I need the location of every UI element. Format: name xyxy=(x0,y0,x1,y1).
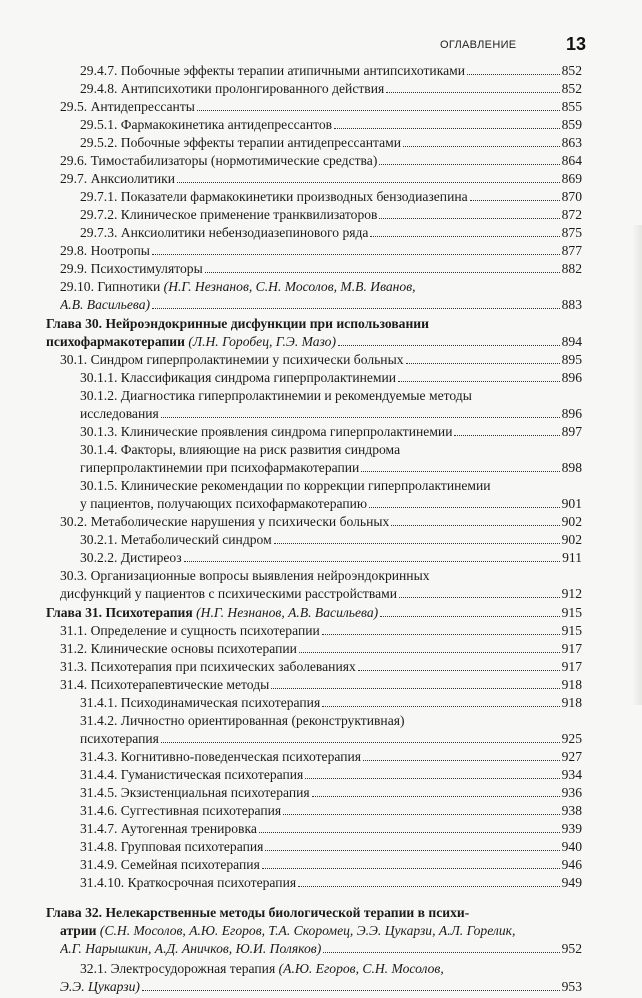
toc-entry-line1: 30.1.2. Диагностика гиперпролактинемии и рекомендуемые методы xyxy=(80,388,472,403)
toc-entry-page: 917 xyxy=(561,641,582,656)
toc-entry[interactable] xyxy=(60,243,582,259)
dot-leader xyxy=(403,145,560,147)
dot-leader xyxy=(152,253,560,255)
toc-entry-authors: (Л.Н. Горобец, Г.Э. Мазо) xyxy=(188,334,336,349)
toc-entry[interactable] xyxy=(60,261,582,277)
toc-entry[interactable] xyxy=(80,875,582,891)
toc-entry-title: 32.1. Электросудорожная терапия xyxy=(80,961,276,976)
toc-entry-authors: (А.Ю. Егоров, С.Н. Мосолов, xyxy=(278,961,444,976)
toc-entry-title: исследования xyxy=(80,406,159,421)
dot-leader xyxy=(305,777,559,779)
dot-leader xyxy=(467,73,560,75)
toc-entry-title: психофармакотерапии xyxy=(46,334,185,349)
dot-leader xyxy=(386,91,559,93)
toc-entry-title: 30.2.2. Дистиреоз xyxy=(80,550,182,565)
toc-entry-page: 934 xyxy=(561,767,582,782)
toc-entry[interactable] xyxy=(80,424,582,440)
toc-entry[interactable] xyxy=(60,171,582,187)
toc-entry[interactable] xyxy=(60,352,582,368)
dot-leader xyxy=(338,344,560,346)
toc-entry-line1 xyxy=(80,961,444,977)
toc-entry[interactable] xyxy=(80,785,582,801)
page-header xyxy=(0,34,642,58)
toc-entry-title: 31.4.7. Аутогенная тренировка xyxy=(80,821,257,836)
dot-leader xyxy=(391,524,559,526)
toc-entry[interactable] xyxy=(80,135,582,151)
toc-entry-title: 31.4.1. Психодинамическая психотерапия xyxy=(80,695,321,710)
toc-entry-line1: 30.1.5. Клинические рекомендации по коррекции гиперпролактинемии xyxy=(80,478,491,493)
toc-entry-title: 29.4.7. Побочные эффекты терапии атипичными антипсихотиками xyxy=(80,63,465,78)
dot-leader xyxy=(380,615,559,617)
toc-entry[interactable] xyxy=(80,731,582,747)
dot-leader xyxy=(161,741,560,743)
toc-entry[interactable] xyxy=(80,550,582,566)
toc-entry-title: гиперпролактинемии при психофармакотерапии xyxy=(80,460,360,475)
toc-entry-page: 901 xyxy=(561,496,582,511)
toc-entry-title: у пациентов, получающих психофармакотерапию xyxy=(80,496,368,511)
toc-entry[interactable] xyxy=(60,297,582,313)
toc-entry-authors: (Н.Г. Незнанов, А.В. Васильева) xyxy=(196,605,379,620)
toc-entry[interactable] xyxy=(60,677,582,693)
dot-leader xyxy=(369,506,560,508)
dot-leader xyxy=(322,633,560,635)
toc-entry-page: 869 xyxy=(561,171,582,186)
toc-entry-title: 30.1.3. Клинические проявления синдрома гиперпролактинемии xyxy=(80,424,453,439)
dot-leader xyxy=(197,109,560,111)
dot-leader xyxy=(379,163,559,165)
toc-entry[interactable] xyxy=(60,979,582,995)
dot-leader xyxy=(358,669,560,671)
dot-leader xyxy=(312,795,560,797)
toc-entry-title: 29.8. Ноотропы xyxy=(60,243,150,258)
toc-entry-page: 897 xyxy=(561,424,582,439)
toc-entry-title: 31.4.4. Гуманистическая психотерапия xyxy=(80,767,304,782)
page-number: 13 xyxy=(566,34,587,54)
toc-entry-page: 940 xyxy=(561,839,582,854)
toc-entry-page: 875 xyxy=(561,225,582,240)
toc-entry[interactable] xyxy=(80,695,582,711)
toc-entry-title: 30.2. Метаболические нарушения у психически больных xyxy=(60,514,390,529)
toc-entry-line1: 31.4.2. Личностно ориентированная (реконструктивная) xyxy=(80,713,405,728)
toc-entry-page: 902 xyxy=(561,532,582,547)
dot-leader xyxy=(161,416,560,418)
toc-entry-title: 29.10. Гипнотики xyxy=(60,279,161,294)
dot-leader xyxy=(271,687,559,689)
toc-entry-authors: (Н.Г. Незнанов, С.Н. Мосолов, М.В. Иванов, xyxy=(163,279,416,294)
toc-entry[interactable] xyxy=(80,460,582,476)
dot-leader xyxy=(370,235,559,237)
toc-entry-title: 30.1. Синдром гиперпролактинемии у психически больных xyxy=(60,352,404,367)
toc-entry-page: 936 xyxy=(561,785,582,800)
toc-entry[interactable] xyxy=(60,659,582,675)
toc-entry[interactable] xyxy=(80,370,582,386)
toc-entry-page: 946 xyxy=(561,857,582,872)
toc-entry-title: 31.4.9. Семейная психотерапия xyxy=(80,857,260,872)
toc-entry[interactable] xyxy=(60,514,582,530)
dot-leader xyxy=(298,885,560,887)
dot-leader xyxy=(184,560,561,562)
toc-entry-title: дисфункций у пациентов с психическими расстройствами xyxy=(60,586,397,601)
toc-entry-authors-cont: А.Г. Нарышкин, А.Д. Аничков, Ю.И. Поляков) xyxy=(60,941,322,956)
dot-leader xyxy=(379,217,559,219)
toc-entry-page: 918 xyxy=(561,695,582,710)
toc-entry[interactable] xyxy=(80,406,582,422)
toc-entry-page: 911 xyxy=(562,550,582,565)
toc-entry-title: 31.4.3. Когнитивно-поведенческая психотерапия xyxy=(80,749,362,764)
dot-leader xyxy=(399,596,560,598)
toc-entry-page: 855 xyxy=(561,99,582,114)
toc-entry-title: 29.5.1. Фармакокинетика антидепрессантов xyxy=(80,117,333,132)
dot-leader xyxy=(152,307,560,309)
toc-entry-page: 915 xyxy=(561,623,582,638)
toc-entry-title: 29.5.2. Побочные эффекты терапии антидепрессантами xyxy=(80,135,401,150)
dot-leader xyxy=(323,951,559,953)
dot-leader xyxy=(283,813,559,815)
toc-entry-title: 29.6. Тимостабилизаторы (нормотимические средства) xyxy=(60,153,378,168)
chapter-heading-31: Глава 31. Психотерапия xyxy=(46,605,193,620)
toc-entry-page: 894 xyxy=(561,334,582,349)
toc-entry-title: 31.4.8. Групповая психотерапия xyxy=(80,839,264,854)
toc-entry-page: 918 xyxy=(561,677,582,692)
toc-entry-page: 917 xyxy=(561,659,582,674)
toc-entry-page: 912 xyxy=(561,586,582,601)
toc-entry[interactable] xyxy=(80,767,582,783)
dot-leader xyxy=(142,989,560,991)
dot-leader xyxy=(322,705,559,707)
toc-entry[interactable] xyxy=(80,81,582,97)
toc-entry-page: 852 xyxy=(561,81,582,96)
toc-entry-page: 939 xyxy=(561,821,582,836)
dot-leader xyxy=(454,434,559,436)
toc-entry[interactable] xyxy=(80,225,582,241)
dot-leader xyxy=(262,867,560,869)
toc-entry-page: 915 xyxy=(561,605,582,620)
dot-leader xyxy=(334,127,560,129)
toc-entry[interactable] xyxy=(80,207,582,223)
toc-entry-page: 896 xyxy=(561,406,582,421)
toc-entry-title: 29.5. Антидепрессанты xyxy=(60,99,195,114)
toc-entry[interactable] xyxy=(80,839,582,855)
toc-entry[interactable] xyxy=(60,99,582,115)
toc-entry-page: 883 xyxy=(561,297,582,312)
toc-entry-title: психотерапия xyxy=(80,731,159,746)
toc-entry-title: 29.7.3. Анксиолитики небензодиазепинового ряда xyxy=(80,225,369,240)
toc-entry-page: 902 xyxy=(561,514,582,529)
toc-entry-page: 927 xyxy=(561,749,582,764)
toc-entry-chapter[interactable] xyxy=(60,941,582,957)
toc-entry-title: 31.2. Клинические основы психотерапии xyxy=(60,641,297,656)
toc-entry[interactable] xyxy=(80,532,582,548)
toc-entry-title: 29.9. Психостимуляторы xyxy=(60,261,203,276)
toc-entry[interactable] xyxy=(80,821,582,837)
toc-entry[interactable] xyxy=(80,63,582,79)
dot-leader xyxy=(406,362,560,364)
toc-entry-title: 31.1. Определение и сущность психотерапии xyxy=(60,623,320,638)
toc-entry-page: 898 xyxy=(561,460,582,475)
toc-entry[interactable] xyxy=(80,117,582,133)
dot-leader xyxy=(299,651,560,653)
toc-entry-page: 896 xyxy=(561,370,582,385)
toc-entry-chapter[interactable] xyxy=(46,334,582,350)
toc-entry-title: 31.3. Психотерапия при психических заболеваниях xyxy=(60,659,356,674)
toc-entry-page: 877 xyxy=(561,243,582,258)
toc-entry-chapter[interactable] xyxy=(46,605,582,621)
toc-entry-page: 863 xyxy=(561,135,582,150)
dot-leader xyxy=(205,271,560,273)
toc-entry-title: 29.7. Анксиолитики xyxy=(60,171,176,186)
toc-entry-title: 31.4.6. Суггестивная психотерапия xyxy=(80,803,282,818)
toc-entry-title-cont: атрии xyxy=(60,923,97,938)
toc-entry-title: 29.7.1. Показатели фармакокинетики производных бензодиазепина xyxy=(80,189,468,204)
dot-leader xyxy=(363,759,560,761)
toc-entry[interactable] xyxy=(60,153,582,169)
toc-entry-page: 870 xyxy=(561,189,582,204)
toc-entry-line1: 30.3. Организационные вопросы выявления нейроэндокринных xyxy=(60,568,430,583)
toc-entry-page: 925 xyxy=(561,731,582,746)
toc-entry-title: 31.4. Психотерапевтические методы xyxy=(60,677,270,692)
toc-entry-title: 30.1.1. Классификация синдрома гиперпролактинемии xyxy=(80,370,397,385)
toc-entry-title: 29.7.2. Клиническое применение транквилизаторов xyxy=(80,207,378,222)
dot-leader xyxy=(274,542,560,544)
dot-leader xyxy=(361,470,559,472)
toc-entry-title: 31.4.10. Краткосрочная психотерапия xyxy=(80,875,297,890)
toc-entry-page: 872 xyxy=(561,207,582,222)
toc-entry-title: 31.4.5. Экзистенциальная психотерапия xyxy=(80,785,310,800)
toc-entry-page: 895 xyxy=(561,352,582,367)
toc-entry[interactable] xyxy=(80,857,582,873)
toc-entry-page: 949 xyxy=(561,875,582,890)
toc-entry-title: 29.4.8. Антипсихотики пролонгированного действия xyxy=(80,81,385,96)
toc-entry-page: 952 xyxy=(561,941,582,956)
toc-entry-line2 xyxy=(60,923,515,939)
toc-entry[interactable] xyxy=(80,496,582,512)
chapter-heading-30: Глава 30. Нейроэндокринные дисфункции при использовании xyxy=(46,316,429,331)
toc-entry-authors-cont: Э.Э. Цукарзи) xyxy=(60,979,140,994)
dot-leader xyxy=(259,831,560,833)
toc-entry-page: 852 xyxy=(561,63,582,78)
toc-entry[interactable] xyxy=(60,623,582,639)
toc-entry-page: 859 xyxy=(561,117,582,132)
toc-entry[interactable] xyxy=(80,749,582,765)
running-title: ОГЛАВЛЕНИЕ xyxy=(440,39,517,51)
toc-entry-authors-cont: А.В. Васильева) xyxy=(60,297,151,312)
toc-entry-line1 xyxy=(60,279,416,295)
toc-entry-page: 953 xyxy=(561,979,582,994)
toc-entry-page: 882 xyxy=(561,261,582,276)
toc-entry-line1: 30.1.4. Факторы, влияющие на риск развития синдрома xyxy=(80,442,401,457)
toc-entry-page: 938 xyxy=(561,803,582,818)
dot-leader xyxy=(470,199,560,201)
toc-entry-page: 864 xyxy=(561,153,582,168)
page-edge-shadow xyxy=(632,225,642,705)
toc-entry-authors: (С.Н. Мосолов, А.Ю. Егоров, Т.А. Скоромец, Э.Э. Цукарзи, А.Л. Горелик, xyxy=(99,923,516,938)
toc-entry[interactable] xyxy=(60,641,582,657)
dot-leader xyxy=(398,380,560,382)
toc-entry[interactable] xyxy=(60,586,582,602)
dot-leader xyxy=(265,849,559,851)
toc-entry[interactable] xyxy=(80,803,582,819)
toc-entry[interactable] xyxy=(80,189,582,205)
chapter-heading-32: Глава 32. Нелекарственные методы биологической терапии в психи- xyxy=(46,905,470,920)
dot-leader xyxy=(177,181,560,183)
toc-entry-title: 30.2.1. Метаболический синдром xyxy=(80,532,272,547)
